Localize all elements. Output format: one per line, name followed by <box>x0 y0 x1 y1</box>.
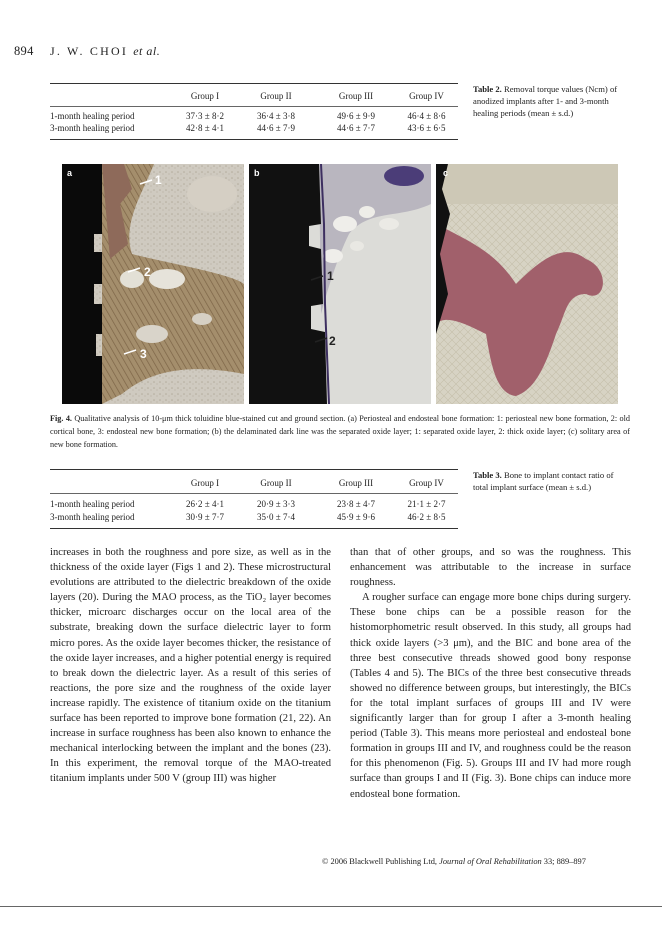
figure4-caption <box>50 412 630 451</box>
running-head-authors <box>50 44 160 59</box>
table3-cell: 20·9 ± 3·3 <box>257 498 295 509</box>
footer-journal: Journal of Oral Rehabilitation <box>439 857 542 866</box>
copyright-footer <box>322 857 586 866</box>
histology-image-b <box>249 164 431 404</box>
table2-caption-text: Removal torque values (Ncm) of anodized implants after 1- and 3-month healing periods (mean ± s.d.) <box>473 84 618 118</box>
table3-cell: 35·0 ± 7·4 <box>257 511 295 522</box>
page-bottom-rule <box>0 906 662 907</box>
panel-label-c: c <box>443 168 449 178</box>
table-row <box>50 510 458 523</box>
body-paragraph: than that of other groups, and so was the roughness. This enhancement was attributable to the increase in surface roughness. <box>350 547 631 589</box>
table3-cell: 23·8 ± 4·7 <box>337 498 375 509</box>
table2-cell: 49·6 ± 9·9 <box>337 111 375 121</box>
table-row <box>50 110 458 122</box>
footer-prefix: © 2006 Blackwell Publishing Ltd, <box>322 857 438 866</box>
table3-col-header: Group III <box>338 478 374 488</box>
table3-bottom-rule <box>50 528 458 529</box>
table2 <box>50 89 458 134</box>
author-name: J. W. CHOI <box>50 44 129 58</box>
table3-col-header: Group IV <box>409 478 444 488</box>
table2-row-label: 3-month healing period <box>50 123 135 133</box>
table-row <box>50 497 458 510</box>
table3-cell: 45·9 ± 9·6 <box>337 511 375 522</box>
table2-cell: 44·6 ± 7·7 <box>337 123 375 133</box>
table2-cell: 43·6 ± 6·5 <box>407 123 446 133</box>
body-paragraph: A rougher surface can engage more bone chips during surgery. These bone chips can be a possible reason for the histomorphometric result observed. In this study, all groups had thick oxide layers (>3 μm), and the BIC and bone area of the three best consecutive threads showed good bony response (Tables 4 and 5). The BICs of the three best consecutive threads showed no difference between groups, but interestingly, the BICs for the total implant surfaces of groups III and IV were significantly larger than for group I after a 3-month healing period (Table 3). This means more periosteal and endosteal bone formation in groups III and IV, and roughness could be the reason for this phenomenon (Fig. 5). Groups III and IV had more rough surface than groups I and II (Fig. 3). Bone chips can induce more endosteal bone formation. <box>350 592 631 800</box>
figure4-panel-c <box>436 164 618 404</box>
table3-cell: 46·2 ± 8·5 <box>407 511 446 522</box>
table2-cell: 42·8 ± 4·1 <box>186 123 224 133</box>
table2-caption <box>473 83 623 119</box>
annotation-a2: 2 <box>144 265 151 279</box>
table2-header-row <box>50 89 458 103</box>
table3-cell: 30·9 ± 7·7 <box>186 511 224 522</box>
table-row <box>50 122 458 134</box>
table2-cell: 37·3 ± 8·2 <box>186 111 224 121</box>
table2-top-rule <box>50 83 458 84</box>
et-al: et al. <box>133 44 161 58</box>
table2-cell: 46·4 ± 8·6 <box>407 111 446 121</box>
table2-row-label: 1-month healing period <box>50 111 135 121</box>
panel-label-b: b <box>254 168 260 178</box>
histology-image-c <box>436 164 618 404</box>
table3-caption-label: Table 3. <box>473 470 502 480</box>
table3 <box>50 476 458 523</box>
panel-label-a: a <box>67 168 73 178</box>
table2-col-header: Group II <box>260 91 292 101</box>
table2-col-header: Group IV <box>409 91 444 101</box>
table3-mid-rule <box>50 493 458 494</box>
table3-top-rule <box>50 469 458 470</box>
body-column-right <box>350 545 631 802</box>
table3-row-label: 1-month healing period <box>50 498 135 509</box>
footer-volume: 33; 889–897 <box>543 857 586 866</box>
table3-caption <box>473 469 623 493</box>
page-number: 894 <box>14 44 34 58</box>
histology-image-a <box>62 164 244 404</box>
figure4-panel-b <box>249 164 431 404</box>
figure4-caption-text: Qualitative analysis of 10-μm thick toluidine blue-stained cut and ground section. (a) Periosteal and endosteal bone formation: 1: periosteal new bone formation, 2: old cortical bone, 3: endosteal new bone formation; (b) the delaminated dark line was the separated oxide layer; 1: separated oxide layer, 2: thick oxide layer; (c) solitary area of new bone formation. <box>50 414 631 449</box>
body-column-left <box>50 545 331 787</box>
annotation-a3: 3 <box>140 347 147 361</box>
body-paragraph: increases in both the roughness and pore size, as well as in the thickness of the oxide layer (Figs 1 and 2). These microstructural evolutions are attributed to the dielectric breakdown of the oxide layers (20). During the MAO process, as the TiO₂ layer becomes thicker, microarc discharges occur on the local area of the substrate, breaking down the surface dielectric layer to form micro pores. As the oxide layer becomes thicker, the resistance of the oxide layer increases, and a higher potential energy is required to break down the dielectric layer. As a result of this series of reactions, the pore size and the roughness of the oxide layer increase rapidly. The existence of titanium oxide on the titanium surface has been reported to improve bone formation (21, 22). An increase in surface roughness has been also known to enhance the mechanical interlocking between the implant and the bones (23). In this experiment, the removal torque of the MAO-treated titanium implants under 500 V (group III) was higher <box>50 547 331 785</box>
figure4-caption-label: Fig. 4. <box>50 414 72 423</box>
table2-cell: 44·6 ± 7·9 <box>257 123 295 133</box>
table3-header-row <box>50 476 458 490</box>
table2-mid-rule <box>50 106 458 107</box>
table2-bottom-rule <box>50 139 458 140</box>
figure4-panel-a <box>62 164 244 404</box>
annotation-b2: 2 <box>329 334 336 348</box>
table3-caption-text: Bone to implant contact ratio of total implant surface (mean ± s.d.) <box>473 470 614 492</box>
table2-caption-label: Table 2. <box>473 84 502 94</box>
table3-cell: 26·2 ± 4·1 <box>186 498 224 509</box>
table3-cell: 21·1 ± 2·7 <box>407 498 446 509</box>
table2-col-header: Group III <box>338 91 374 101</box>
table3-row-label: 3-month healing period <box>50 511 135 522</box>
annotation-b1: 1 <box>327 269 334 283</box>
table3-col-header: Group II <box>260 478 292 488</box>
annotation-a1: 1 <box>155 173 162 187</box>
table2-col-header: Group I <box>190 91 220 101</box>
table2-cell: 36·4 ± 3·8 <box>257 111 295 121</box>
table3-col-header: Group I <box>190 478 220 488</box>
